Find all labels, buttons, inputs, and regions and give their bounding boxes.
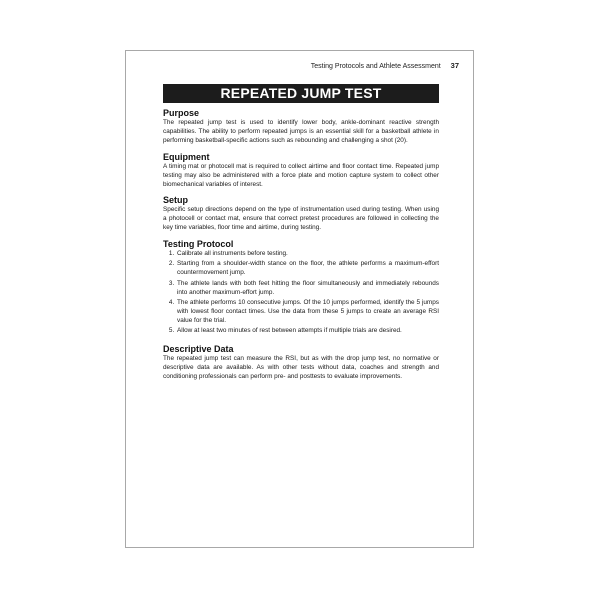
section-descriptive-data <box>163 343 439 382</box>
protocol-step: 3. The athlete lands with both feet hitting the floor simultaneously and immediately rebounds into another maximum-effort jump. <box>176 280 439 298</box>
book-page <box>125 50 474 548</box>
section-heading: Purpose <box>163 108 200 118</box>
protocol-step: 4. The athlete performs 10 consecutive jumps. Of the 10 jumps performed, identify the 5 jumps with lowest floor contact times. Use the data from these 5 jumps to create an average RSI value for the trial. <box>176 299 439 326</box>
section-purpose <box>163 107 439 146</box>
section-heading: Setup <box>163 195 189 206</box>
section-equipment <box>163 151 439 190</box>
page-title: REPEATED JUMP TEST <box>163 84 439 103</box>
section-body: A timing mat or photocell mat is required to collect airtime and floor contact time. Repeated jump testing may also be administered with a force plate and motion capture system to collect other biomechanical variables of interest. <box>163 162 439 188</box>
running-head-title: Testing Protocols and Athlete Assessment <box>310 63 441 70</box>
section-heading: Descriptive Data <box>163 343 234 354</box>
page-number: 37 <box>450 61 459 70</box>
protocol-step: 2. Starting from a shoulder-width stance on the floor, the athlete performs a maximum-effort countermovement jump. <box>176 260 439 278</box>
section-body: The repeated jump test is used to identify lower body, ankle-dominant reactive strength capabilities. The ability to perform repeated jumps is an essential skill for a basketball athlete in performing basketball-specific actions such as rebounding and challenging a shot (20). <box>163 119 439 144</box>
section-heading: Testing Protocol <box>163 239 234 250</box>
running-head <box>311 61 459 70</box>
protocol-step: 5. Allow at least two minutes of rest between attempts if multiple trials are desired. <box>176 327 439 336</box>
protocol-steps-list <box>163 250 439 336</box>
section-testing-protocol <box>163 238 439 336</box>
section-body: Specific setup directions depend on the type of instrumentation used during testing. When using a photocell or contact mat, ensure that correct pretest procedures are followed in collecting the key time variables, floor time and airtime, during testing. <box>163 206 439 232</box>
page-content <box>163 107 439 387</box>
section-heading: Equipment <box>163 151 210 162</box>
section-setup <box>163 194 439 233</box>
section-body: The repeated jump test can measure the RSI, but as with the drop jump test, no normative or descriptive data are available. As with other tests without data, coaches and strength and conditioning professionals can perform pre- and posttests to evaluate improvements. <box>163 354 439 380</box>
protocol-step: 1. Calibrate all instruments before testing. <box>176 250 439 259</box>
